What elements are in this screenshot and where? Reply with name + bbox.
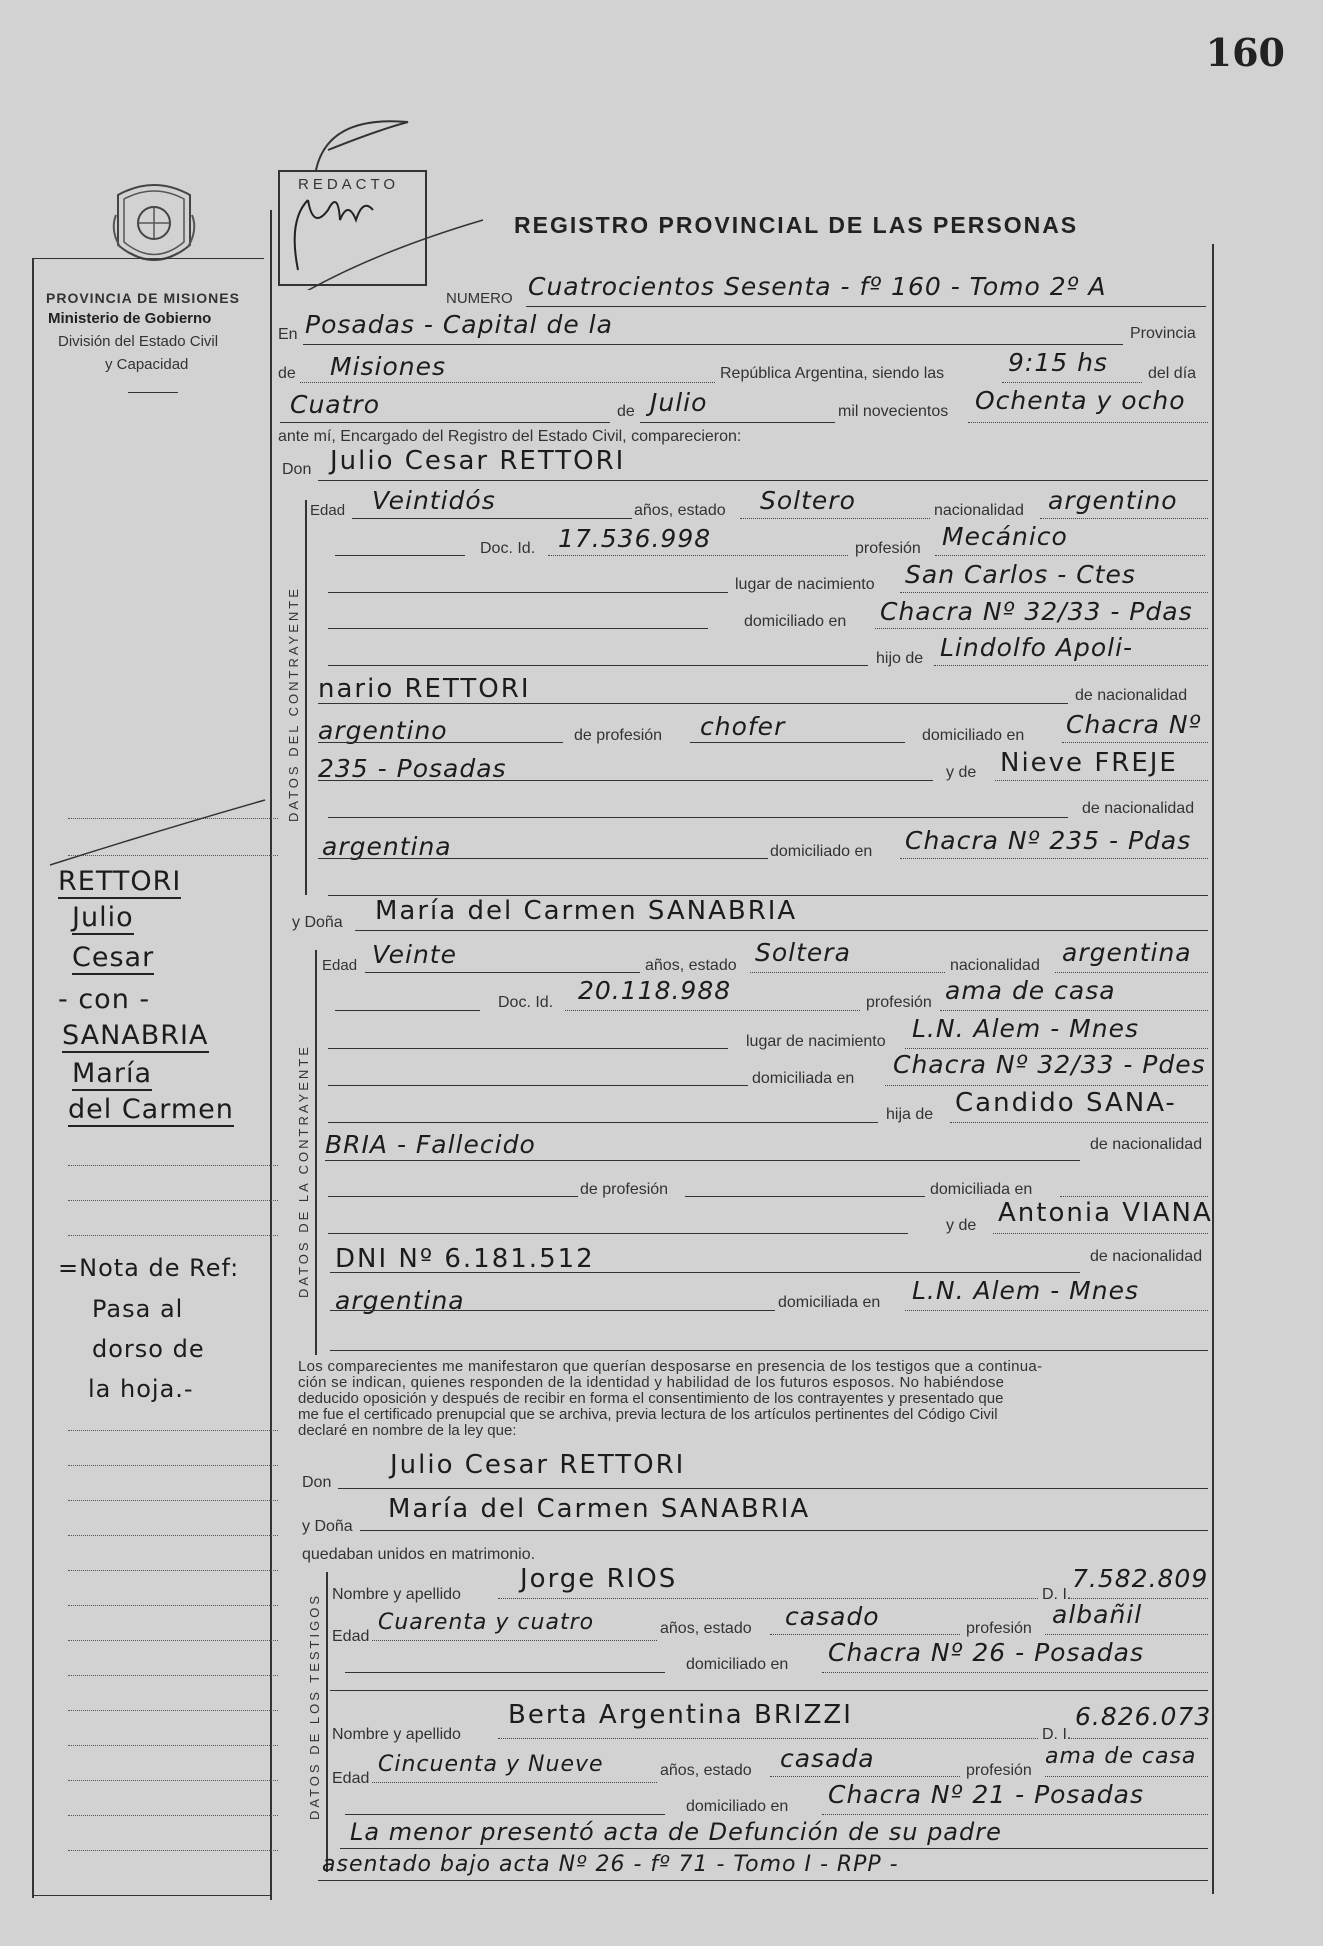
bride-padre-nac-line — [328, 1196, 578, 1197]
bride-estado-label: años, estado — [645, 957, 737, 974]
margin-line — [68, 1165, 278, 1166]
w1-dom-line — [822, 1672, 1208, 1673]
bride-madre-doc: DNI Nº 6.181.512 — [335, 1244, 595, 1274]
bride-padre-nac-label: de nacionalidad — [1090, 1136, 1203, 1153]
groom-lugar-label: lugar de nacimiento — [735, 576, 875, 593]
bride-hija-lead — [328, 1122, 878, 1123]
bride-madre-dom: L.N. Alem - Mnes — [912, 1276, 1139, 1305]
w2-estado: casada — [780, 1744, 875, 1773]
bride-madre-dom-line — [905, 1310, 1208, 1311]
document-title: REGISTRO PROVINCIAL DE LAS PERSONAS — [514, 212, 1079, 238]
groom-doc-label: Doc. Id. — [480, 540, 536, 557]
groom-doc-line — [548, 555, 848, 556]
province-label: PROVINCIA DE MISIONES — [46, 290, 240, 306]
groom-box-left — [305, 500, 307, 895]
groom-padre-dom-a: Chacra Nº — [1066, 710, 1202, 739]
groom-dom-lead — [328, 628, 708, 629]
bride-prof: ama de casa — [945, 976, 1116, 1005]
w1-dom: Chacra Nº 26 - Posadas — [828, 1638, 1144, 1667]
margin-line — [68, 1605, 278, 1606]
groom-madre-lead — [328, 817, 1068, 818]
w2-prof-line — [1045, 1776, 1208, 1777]
witness-box-left — [326, 1572, 328, 1872]
w2-edad: Cincuenta y Nueve — [378, 1752, 604, 1777]
margin-line — [68, 1430, 278, 1431]
groom-lugar-lead — [328, 592, 728, 593]
groom-padre-dom-line — [1062, 742, 1208, 743]
groom-padre-dom-label: domiciliado en — [922, 727, 1025, 744]
bride-madre-line — [993, 1233, 1208, 1234]
declaration-line-3: deducido oposición y después de recibir en forma el consentimiento de los contrayentes y presentado que — [298, 1390, 1004, 1407]
groom-padre-a: Lindolfo Apoli- — [940, 633, 1134, 662]
bride-madre: Antonia VIANA — [998, 1198, 1213, 1228]
groom-madre-dom-line — [900, 858, 1208, 859]
w1-prof: albañil — [1052, 1600, 1143, 1629]
hora-value: 9:15 hs — [1008, 348, 1108, 377]
bride-edad-label: Edad — [322, 957, 358, 974]
groom-madre-line — [995, 780, 1208, 781]
hora-line — [1002, 382, 1142, 383]
w2-dom-line — [822, 1814, 1208, 1815]
witness-side-label: DATOS DE LOS TESTIGOS — [307, 1593, 322, 1820]
groom-lugar: San Carlos - Ctes — [905, 560, 1136, 589]
margin-name-second: Cesar — [72, 942, 155, 973]
bride-nac: argentina — [1062, 938, 1192, 967]
margin-bride-surname: SANABRIA — [62, 1020, 209, 1051]
bride-box-left — [315, 950, 317, 1355]
groom-doc: 17.536.998 — [558, 524, 712, 553]
bride-madre-dom-label: domiciliada en — [778, 1294, 881, 1311]
groom-padre-b: nario RETTORI — [318, 674, 531, 704]
groom-prof-line — [935, 555, 1205, 556]
groom-dom-label: domiciliado en — [744, 613, 847, 630]
declaration-line-5: declaré en nombre de la ley que: — [298, 1422, 517, 1439]
groom-doc-lead — [335, 555, 465, 556]
bride-padre-dom-label: domiciliada en — [930, 1181, 1033, 1198]
groom-name-line — [318, 480, 1208, 481]
margin-line — [68, 1640, 278, 1641]
bride-lugar-line — [905, 1048, 1208, 1049]
stamp-label: REDACTO — [298, 176, 400, 193]
ante-text: ante mí, Encargado del Registro del Estado Civil, comparecieron: — [278, 428, 742, 445]
dia-value: Cuatro — [290, 390, 380, 419]
w2-di-line — [1068, 1738, 1208, 1739]
bride-madre-doc-line — [330, 1272, 1080, 1273]
witness-note-2: asentado bajo acta Nº 26 - fº 71 - Tomo I - RPP - — [322, 1852, 899, 1877]
w1-dom-label: domiciliado en — [686, 1656, 789, 1673]
bride-padre-b: BRIA - Fallecido — [325, 1130, 536, 1159]
margin-bride-first: María — [72, 1058, 152, 1089]
declaration-dona-line — [360, 1530, 1208, 1531]
w1-nombre: Jorge RIOS — [520, 1564, 678, 1594]
bride-dom-label: domiciliada en — [752, 1070, 855, 1087]
groom-side-label: DATOS DEL CONTRAYENTE — [286, 586, 301, 822]
bride-doc-line — [565, 1010, 860, 1011]
groom-padre-nac-line — [318, 742, 563, 743]
w2-prof-label: profesión — [966, 1762, 1032, 1779]
bride-edad-line — [365, 972, 640, 973]
groom-madre-nac: argentina — [322, 832, 452, 861]
republica-label: República Argentina, siendo las — [720, 365, 945, 382]
provincia-label: Provincia — [1130, 325, 1196, 342]
groom-padre-dom-b-line — [318, 780, 933, 781]
provincial-seal-icon — [108, 175, 200, 275]
w1-estado-label: años, estado — [660, 1620, 752, 1637]
bride-padre-dom-line — [1060, 1196, 1208, 1197]
bride-madre-nac-line — [330, 1310, 775, 1311]
groom-padre-b-line — [318, 703, 1068, 704]
bride-madre-nac: argentina — [335, 1286, 465, 1315]
margin-line — [68, 1745, 278, 1746]
bride-lugar-label: lugar de nacimiento — [746, 1033, 886, 1050]
groom-y-de-label: y de — [946, 764, 977, 781]
w1-estado: casado — [785, 1602, 880, 1631]
bride-padre-a: Candido SANA- — [955, 1088, 1177, 1118]
margin-note-2: Pasa al — [92, 1295, 184, 1323]
declaration-line-2: ción se indican, quienes responden de la identidad y habilidad de los futuros esposos. No habiéndose — [298, 1374, 1005, 1391]
groom-prof: Mecánico — [942, 522, 1068, 551]
groom-padre-prof-line — [690, 742, 905, 743]
w1-di: 7.582.809 — [1072, 1564, 1209, 1593]
groom-nac-line — [1040, 518, 1208, 519]
groom-padre-dom-b: 235 - Posadas — [318, 754, 507, 783]
w2-di-label: D. I. — [1042, 1726, 1072, 1743]
groom-padre-prof-label: de profesión — [574, 727, 663, 744]
w1-edad: Cuarenta y cuatro — [378, 1610, 595, 1635]
margin-line — [68, 1200, 278, 1201]
groom-padre-a-line — [934, 665, 1208, 666]
bride-nac-label: nacionalidad — [950, 957, 1040, 974]
groom-edad-label: Edad — [310, 502, 346, 519]
margin-line — [68, 1465, 278, 1466]
declaration-line-4: me fue el certificado prenupcial que se archiva, previa lectura de los artículos pertinentes del Código Civil — [298, 1406, 998, 1423]
w2-dom-lead — [345, 1814, 665, 1815]
groom-estado: Soltero — [760, 486, 856, 515]
bride-lugar-lead — [328, 1048, 728, 1049]
groom-dom-line — [875, 628, 1208, 629]
de-value: Misiones — [330, 352, 447, 381]
w1-di-line — [1068, 1598, 1208, 1599]
w1-prof-line — [1045, 1634, 1208, 1635]
w2-estado-label: años, estado — [660, 1762, 752, 1779]
groom-estado-line — [740, 518, 930, 519]
margin-line — [68, 1535, 278, 1536]
w2-dom-label: domiciliado en — [686, 1798, 789, 1815]
page-number: 160 — [1205, 30, 1285, 75]
bride-side-label: DATOS DE LA CONTRAYENTE — [296, 1044, 311, 1298]
w1-estado-line — [770, 1634, 960, 1635]
margin-note-1: =Nota de Ref: — [58, 1254, 240, 1282]
declaration-don-line — [338, 1488, 1208, 1489]
w2-nombre-label: Nombre y apellido — [332, 1726, 461, 1743]
groom-edad-line — [352, 518, 632, 519]
w1-edad-label: Edad — [332, 1628, 370, 1645]
bride-dom: Chacra Nº 32/33 - Pdes — [893, 1050, 1206, 1079]
ministry-label: Ministerio de Gobierno — [48, 310, 212, 327]
bride-doc: 20.118.988 — [578, 976, 732, 1005]
groom-madre-nac-label: de nacionalidad — [1082, 800, 1195, 817]
en-line — [303, 344, 1123, 345]
groom-madre-dom-label: domiciliado en — [770, 843, 873, 860]
bride-lugar: L.N. Alem - Mnes — [912, 1014, 1139, 1043]
margin-note-4: la hoja.- — [88, 1375, 194, 1403]
bride-y-de-lead — [328, 1233, 908, 1234]
bride-doc-lead — [335, 1010, 480, 1011]
dia-line — [280, 422, 610, 423]
bride-dona-label: y Doña — [292, 914, 343, 931]
margin-name-first: Julio — [72, 902, 134, 933]
bride-name-line — [355, 930, 1208, 931]
groom-lugar-line — [900, 592, 1208, 593]
declaration-dona-name: María del Carmen SANABRIA — [388, 1494, 811, 1524]
de-label: de — [278, 365, 296, 382]
w2-dom: Chacra Nº 21 - Posadas — [828, 1780, 1144, 1809]
mes-value: Julio — [650, 388, 708, 417]
bride-padre-b-line — [325, 1160, 1080, 1161]
declaration-dona-label: y Doña — [302, 1518, 353, 1535]
w1-nombre-line — [498, 1598, 1038, 1599]
mes-line — [640, 422, 835, 423]
w2-nombre-line — [498, 1738, 1038, 1739]
bride-doc-label: Doc. Id. — [498, 994, 554, 1011]
witness-note-2-line — [318, 1880, 1208, 1881]
left-bottom-rule — [32, 1895, 270, 1896]
anio-value: Ochenta y ocho — [975, 386, 1186, 415]
numero-value: Cuatrocientos Sesenta - fº 160 - Tomo 2º A — [528, 272, 1107, 301]
groom-don-label: Don — [282, 461, 312, 478]
bride-prof-line — [940, 1010, 1208, 1011]
left-top-rule — [32, 258, 264, 259]
groom-estado-label: años, estado — [634, 502, 726, 519]
margin-line — [68, 1570, 278, 1571]
groom-padre-prof: chofer — [700, 712, 786, 741]
division-label: División del Estado Civil — [58, 333, 219, 350]
w1-dom-lead — [345, 1672, 665, 1673]
w2-edad-label: Edad — [332, 1770, 370, 1787]
margin-name-surname: RETTORI — [58, 866, 182, 897]
w2-nombre: Berta Argentina BRIZZI — [508, 1700, 853, 1730]
declaration-don-name: Julio Cesar RETTORI — [390, 1450, 686, 1480]
margin-stroke-icon — [40, 790, 270, 870]
groom-padre-nac: argentino — [318, 716, 448, 745]
declaration-line-1: Los comparecientes me manifestaron que querían desposarse en presencia de los testigos que a continua- — [298, 1358, 1043, 1375]
left-border — [32, 258, 34, 1898]
w1-end-line — [330, 1690, 1208, 1691]
declaration-don-label: Don — [302, 1474, 332, 1491]
signature-icon — [268, 110, 488, 290]
bride-end-line — [330, 1350, 1208, 1351]
groom-madre-nac-line — [318, 858, 768, 859]
bride-name: María del Carmen SANABRIA — [375, 896, 798, 926]
right-border — [1212, 244, 1214, 1894]
capacity-label: y Capacidad — [105, 356, 189, 373]
groom-prof-label: profesión — [855, 540, 921, 557]
mes-de-label: de — [617, 403, 635, 420]
declaration-unidos: quedaban unidos en matrimonio. — [302, 1546, 536, 1563]
bride-hija-label: hija de — [886, 1106, 934, 1123]
margin-line — [68, 1675, 278, 1676]
bride-padre-prof-label: de profesión — [580, 1181, 669, 1198]
margin-line — [68, 1500, 278, 1501]
groom-edad: Veintidós — [372, 486, 496, 515]
witness-note-1-line — [340, 1848, 1208, 1849]
margin-line — [68, 1235, 278, 1236]
w1-nombre-label: Nombre y apellido — [332, 1586, 461, 1603]
margin-line — [68, 1780, 278, 1781]
en-label: En — [278, 326, 298, 343]
bride-estado: Soltera — [755, 938, 851, 967]
margin-bride-second: del Carmen — [68, 1094, 234, 1125]
bride-madre-nac-label: de nacionalidad — [1090, 1248, 1203, 1265]
groom-name: Julio Cesar RETTORI — [330, 446, 626, 476]
left-inner-border — [270, 210, 272, 1900]
groom-madre-dom: Chacra Nº 235 - Pdas — [905, 826, 1192, 855]
w2-estado-line — [770, 1776, 960, 1777]
w2-di: 6.826.073 — [1075, 1702, 1212, 1731]
bride-y-de-label: y de — [946, 1217, 977, 1234]
margin-line — [68, 1710, 278, 1711]
de-line — [300, 382, 715, 383]
margin-con: - con - — [58, 984, 151, 1015]
del-dia-label: del día — [1148, 365, 1197, 382]
groom-nac: argentino — [1048, 486, 1178, 515]
anio-line — [968, 422, 1208, 423]
w2-prof: ama de casa — [1045, 1744, 1197, 1769]
numero-line — [526, 306, 1206, 307]
numero-label: NUMERO — [446, 290, 513, 307]
groom-hijo-lead — [328, 665, 868, 666]
w2-edad-line — [372, 1782, 657, 1783]
groom-dom: Chacra Nº 32/33 - Pdas — [880, 597, 1193, 626]
bride-prof-label: profesión — [866, 994, 932, 1011]
groom-nac-label: nacionalidad — [934, 502, 1024, 519]
bride-padre-prof-line — [685, 1196, 925, 1197]
groom-madre: Nieve FREJE — [1000, 748, 1178, 778]
mil-label: mil novecientos — [838, 403, 949, 420]
groom-padre-nac-label: de nacionalidad — [1075, 687, 1188, 704]
bride-nac-line — [1055, 972, 1208, 973]
witness-note-1: La menor presentó acta de Defunción de su padre — [350, 1818, 1002, 1846]
w1-edad-line — [372, 1640, 657, 1641]
w1-prof-label: profesión — [966, 1620, 1032, 1637]
bride-dom-line — [885, 1085, 1208, 1086]
header-rule — [128, 392, 178, 393]
groom-hijo-label: hijo de — [876, 650, 924, 667]
en-value: Posadas - Capital de la — [305, 310, 613, 339]
bride-dom-lead — [328, 1085, 748, 1086]
bride-edad: Veinte — [372, 940, 457, 969]
margin-note-3: dorso de — [92, 1335, 205, 1363]
bride-estado-line — [750, 972, 945, 973]
w1-di-label: D. I. — [1042, 1586, 1072, 1603]
margin-line — [68, 1815, 278, 1816]
bride-padre-a-line — [950, 1122, 1208, 1123]
margin-line — [68, 1850, 278, 1851]
